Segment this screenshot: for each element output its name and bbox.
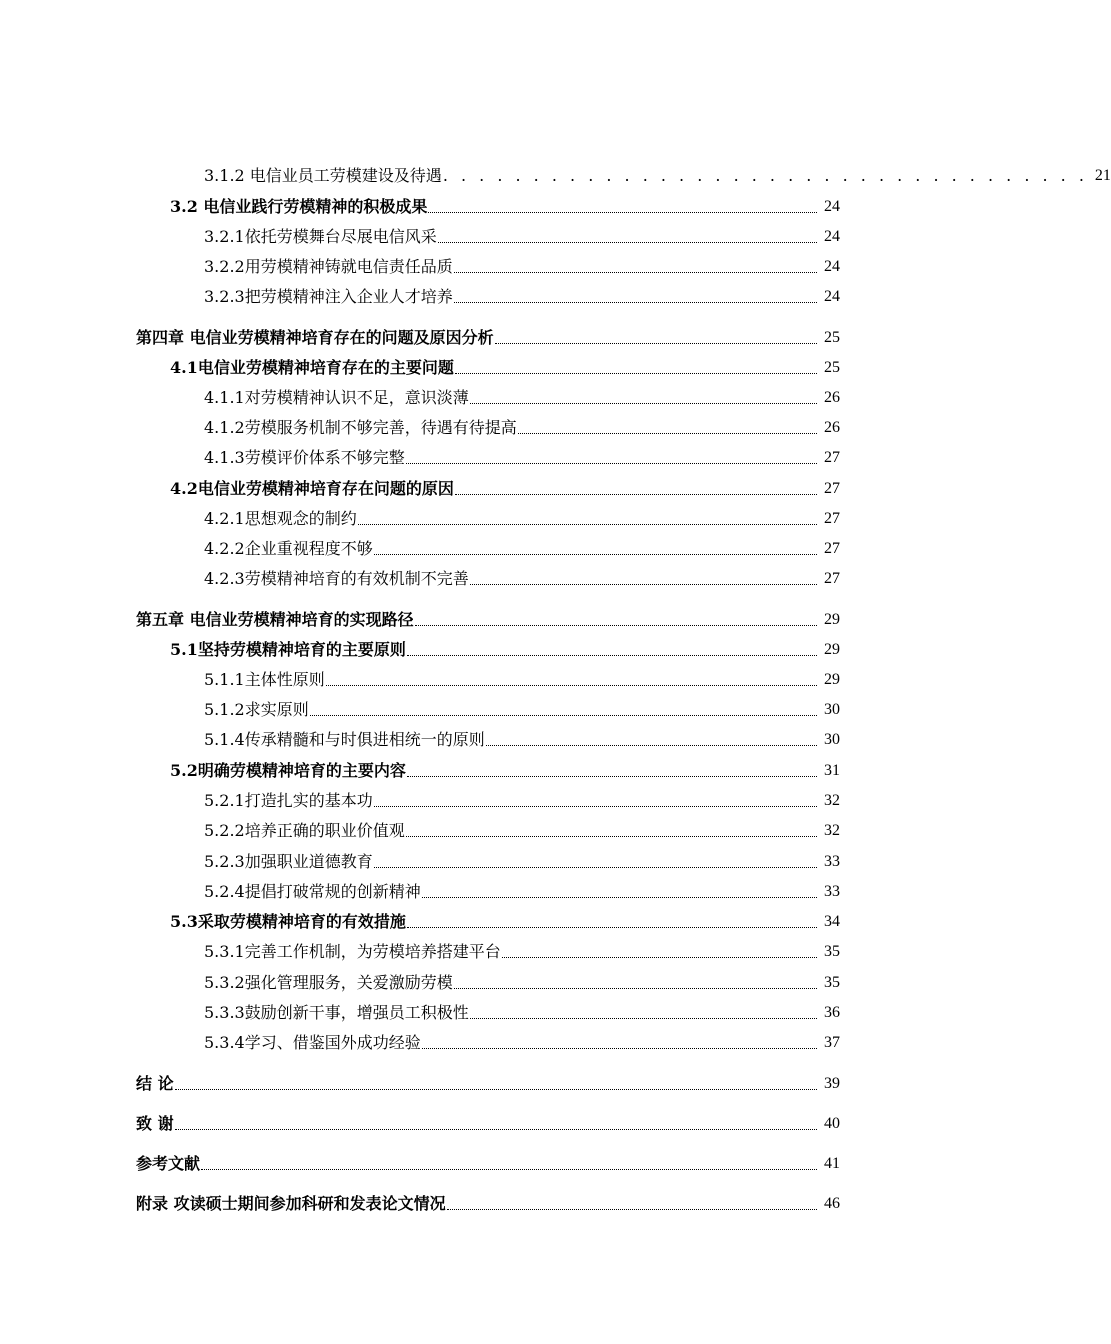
- toc-entry-label: 5.2明确劳模精神培育的主要内容: [170, 761, 406, 780]
- toc-entry-page: 27: [824, 449, 840, 466]
- toc-entry-page: 33: [824, 883, 840, 900]
- toc-entry-label: 4.2.2企业重视程度不够: [204, 539, 373, 558]
- toc-entry-conclusion[interactable]: [136, 1072, 840, 1096]
- toc-entry-page: 27: [824, 510, 840, 527]
- toc-entry-page: 32: [824, 822, 840, 839]
- toc-entry-page: 30: [824, 731, 840, 748]
- dot-leader: [518, 433, 817, 434]
- toc-entry-4-2-2[interactable]: [204, 537, 840, 561]
- toc-entry-3-1-2[interactable]: [204, 164, 1111, 188]
- toc-entry-label: 5.1.4传承精髓和与时俱进相统一的原则: [204, 730, 485, 749]
- dot-leader: [486, 745, 817, 746]
- toc-entry-5-2-2[interactable]: [204, 819, 840, 843]
- dot-leader: [310, 715, 817, 716]
- toc-entry-appendix[interactable]: [136, 1192, 840, 1216]
- toc-entry-3-2-3[interactable]: [204, 285, 840, 309]
- toc-entry-label: 5.3采取劳模精神培育的有效措施: [170, 912, 406, 931]
- dot-leader: [415, 625, 817, 626]
- toc-entry-label: 结 论: [136, 1074, 174, 1093]
- toc-entry-label: 参考文献: [136, 1154, 201, 1173]
- toc-entry-3-2-1[interactable]: [204, 225, 840, 249]
- dot-leader: [374, 554, 817, 555]
- dot-leader: [407, 776, 817, 777]
- toc-entry-page: 29: [824, 611, 840, 628]
- toc-entry-4-2-3[interactable]: [204, 567, 840, 591]
- toc-entry-page: 32: [824, 792, 840, 809]
- toc-entry-page: 27: [824, 480, 840, 497]
- toc-entry-4-1-1[interactable]: [204, 386, 840, 410]
- toc-entry-label: 5.2.2培养正确的职业价值观: [204, 821, 405, 840]
- toc-entry-label: 4.2.3劳模精神培育的有效机制不完善: [204, 569, 469, 588]
- toc-entry-page: 21: [1094, 167, 1111, 184]
- toc-entry-5-3[interactable]: [170, 910, 840, 934]
- toc-entry-page: 40: [824, 1115, 840, 1132]
- dot-leader: . . . . . . . . . . . . . . . . . . . . . . . . . . . . . . . . . . . .: [442, 166, 1088, 185]
- toc-entry-page: 24: [824, 198, 840, 215]
- toc-entry-page: 24: [824, 258, 840, 275]
- toc-entry-5-2-1[interactable]: [204, 789, 840, 813]
- toc-entry-label: 4.1.3劳模评价体系不够完整: [204, 448, 405, 467]
- toc-entry-page: 36: [824, 1004, 840, 1021]
- dot-leader: [454, 272, 817, 273]
- toc-entry-label: 3.2.3把劳模精神注入企业人才培养: [204, 287, 453, 306]
- toc-entry-page: 29: [824, 641, 840, 658]
- dot-leader: [470, 403, 817, 404]
- toc-entry-page: 24: [824, 228, 840, 245]
- toc-entry-page: 25: [824, 329, 840, 346]
- toc-entry-3-2[interactable]: [170, 195, 840, 219]
- toc-entry-label: 4.1.1对劳模精神认识不足，意识淡薄: [204, 388, 469, 407]
- toc-entry-page: 46: [824, 1195, 840, 1212]
- toc-entry-label: 4.1电信业劳模精神培育存在的主要问题: [170, 358, 454, 377]
- toc-entry-5-1[interactable]: [170, 638, 840, 662]
- toc-entry-label: 第五章 电信业劳模精神培育的实现路径: [136, 610, 414, 629]
- dot-leader: [201, 1169, 817, 1170]
- toc-entry-page: 30: [824, 701, 840, 718]
- dot-leader: [495, 343, 817, 344]
- toc-entry-label: 4.2电信业劳模精神培育存在问题的原因: [170, 479, 454, 498]
- dot-leader: [374, 806, 817, 807]
- toc-entry-label: 3.2.1依托劳模舞台尽展电信风采: [204, 227, 437, 246]
- toc-entry-5-3-3[interactable]: [204, 1001, 840, 1025]
- dot-leader: [326, 685, 817, 686]
- toc-entry-label: 5.2.1打造扎实的基本功: [204, 791, 373, 810]
- dot-leader: [175, 1089, 817, 1090]
- dot-leader: [470, 584, 817, 585]
- toc-entry-label: 附录 攻读硕士期间参加科研和发表论文情况: [136, 1194, 446, 1213]
- toc-entry-label: 4.2.1思想观念的制约: [204, 509, 357, 528]
- toc-entry-chapter-4[interactable]: [136, 326, 840, 350]
- toc-entry-label: 5.1.2求实原则: [204, 700, 309, 719]
- dot-leader: [428, 212, 817, 213]
- toc-entry-5-2-3[interactable]: [204, 850, 840, 874]
- toc-entry-page: 24: [824, 288, 840, 305]
- toc-entry-page: 26: [824, 419, 840, 436]
- dot-leader: [470, 1018, 817, 1019]
- toc-entry-5-2[interactable]: [170, 759, 840, 783]
- toc-entry-page: 27: [824, 570, 840, 587]
- toc-entry-references[interactable]: [136, 1152, 840, 1176]
- toc-entry-label: 3.2.2用劳模精神铸就电信责任品质: [204, 257, 453, 276]
- toc-entry-5-1-4[interactable]: [204, 728, 840, 752]
- toc-entry-page: 35: [824, 943, 840, 960]
- dot-leader: [502, 957, 817, 958]
- toc-entry-page: 25: [824, 359, 840, 376]
- toc-entry-page: 37: [824, 1034, 840, 1051]
- toc-entry-label: 5.1坚持劳模精神培育的主要原则: [170, 640, 406, 659]
- toc-entry-page: 33: [824, 853, 840, 870]
- dot-leader: [455, 494, 817, 495]
- dot-leader: [374, 867, 817, 868]
- toc-entry-page: 29: [824, 671, 840, 688]
- toc-entry-label: 5.3.3鼓励创新干事，增强员工积极性: [204, 1003, 469, 1022]
- dot-leader: [407, 927, 817, 928]
- toc-entry-4-2-1[interactable]: [204, 507, 840, 531]
- toc-entry-3-2-2[interactable]: [204, 255, 840, 279]
- toc-entry-5-1-1[interactable]: [204, 668, 840, 692]
- toc-entry-page: 34: [824, 913, 840, 930]
- dot-leader: [358, 524, 817, 525]
- toc-entry-5-3-1[interactable]: [204, 940, 840, 964]
- toc-entry-4-1-2[interactable]: [204, 416, 840, 440]
- toc-entry-label: 5.2.3加强职业道德教育: [204, 852, 373, 871]
- toc-entry-label: 4.1.2劳模服务机制不够完善，待遇有待提高: [204, 418, 517, 437]
- dot-leader: [422, 897, 817, 898]
- dot-leader: [406, 836, 817, 837]
- toc-entry-4-1-3[interactable]: [204, 446, 840, 470]
- toc-entry-5-2-4[interactable]: [204, 880, 840, 904]
- toc-entry-acknowledgements[interactable]: [136, 1112, 840, 1136]
- toc-entry-label: 5.3.4学习、借鉴国外成功经验: [204, 1033, 421, 1052]
- toc-entry-page: 26: [824, 389, 840, 406]
- dot-leader: [406, 463, 817, 464]
- dot-leader: [422, 1048, 817, 1049]
- toc-entry-5-3-4[interactable]: [204, 1031, 840, 1055]
- toc-entry-label: 致 谢: [136, 1114, 174, 1133]
- toc-entry-label: 5.3.1完善工作机制，为劳模培养搭建平台: [204, 942, 501, 961]
- dot-leader: [455, 373, 817, 374]
- toc-entry-page: 35: [824, 974, 840, 991]
- toc-entry-chapter-5[interactable]: [136, 608, 840, 632]
- toc-entry-page: 31: [824, 762, 840, 779]
- toc-entry-5-3-2[interactable]: [204, 971, 840, 995]
- toc-entry-page: 27: [824, 540, 840, 557]
- toc-entry-5-1-2[interactable]: [204, 698, 840, 722]
- toc-entry-label: 5.2.4提倡打破常规的创新精神: [204, 882, 421, 901]
- toc-entry-label: 5.1.1主体性原则: [204, 670, 325, 689]
- toc-entry-label: 5.3.2强化管理服务，关爱激励劳模: [204, 973, 453, 992]
- toc-entry-page: 39: [824, 1075, 840, 1092]
- dot-leader: [454, 988, 817, 989]
- toc-entry-label: 3.2 电信业践行劳模精神的积极成果: [170, 197, 428, 216]
- dot-leader: [407, 655, 817, 656]
- dot-leader: [438, 242, 817, 243]
- dot-leader: [447, 1209, 817, 1210]
- toc-entry-4-2[interactable]: [170, 477, 840, 501]
- toc-entry-page: 41: [824, 1155, 840, 1172]
- dot-leader: [175, 1129, 817, 1130]
- dot-leader: [454, 302, 817, 303]
- toc-entry-label: 第四章 电信业劳模精神培育存在的问题及原因分析: [136, 328, 494, 347]
- toc-entry-label: 3.1.2 电信业员工劳模建设及待遇: [204, 166, 442, 185]
- toc-entry-4-1[interactable]: [170, 356, 840, 380]
